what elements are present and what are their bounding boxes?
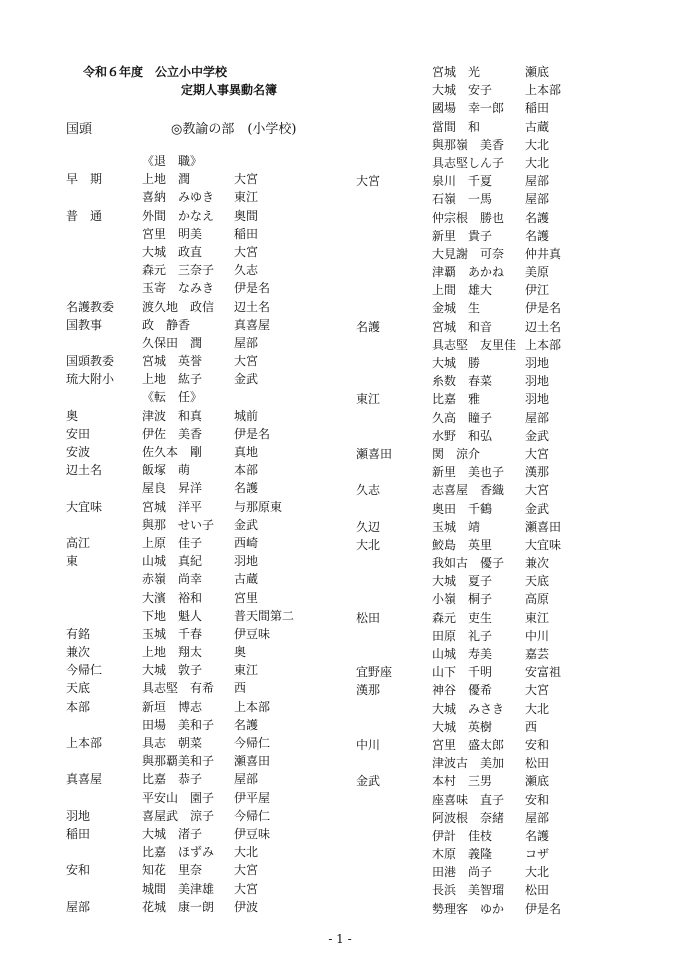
person-name: 喜屋武 涼子 — [142, 808, 215, 823]
destination-cell: 伊豆味 — [234, 626, 271, 641]
destination-cell: 名護 — [525, 228, 550, 243]
person-name: 屋良 昇洋 — [142, 481, 203, 496]
destination-cell: 奥 — [234, 645, 247, 660]
person-name: 具志堅しん子 — [432, 155, 505, 170]
destination-cell: 東江 — [234, 663, 259, 678]
person-name: 大城 渚子 — [142, 826, 203, 841]
destination-cell: 城前 — [234, 408, 259, 423]
destination-cell: 金武 — [234, 517, 259, 532]
destination-cell: 名護 — [525, 828, 550, 843]
person-name: 上地 紘子 — [142, 372, 203, 387]
person-name: 津波 和真 — [142, 408, 203, 423]
person-name: 木原 義隆 — [432, 847, 493, 862]
destination-cell: 漢那 — [525, 465, 550, 480]
person-name: 與那嶺 美香 — [432, 137, 505, 152]
destination-cell: 屋部 — [525, 810, 550, 825]
person-name: 平安山 園子 — [142, 790, 215, 805]
destination-cell: 羽地 — [525, 392, 550, 407]
destination-cell: 上本部 — [525, 337, 562, 352]
school-cell: 大宜味 — [66, 499, 103, 514]
person-name: 大城 安子 — [432, 83, 493, 98]
destination-cell: 上本部 — [234, 699, 271, 714]
destination-cell: 安和 — [525, 737, 550, 752]
school-cell: 天底 — [66, 681, 91, 696]
person-name: 新垣 博志 — [142, 699, 203, 714]
destination-cell: 伊波 — [234, 899, 259, 914]
person-name: 座喜味 直子 — [432, 792, 505, 807]
person-name: 飯塚 萌 — [142, 463, 191, 478]
person-name: 水野 和弘 — [432, 428, 493, 443]
person-name: 大城 夏子 — [432, 574, 493, 589]
person-name: 神谷 優希 — [432, 683, 493, 698]
person-name: 宮里 明美 — [142, 226, 203, 241]
destination-cell: 今帰仁 — [234, 736, 271, 750]
person-name: 石嶺 一馬 — [432, 192, 493, 207]
school-cell: 真喜屋 — [66, 772, 103, 787]
destination-cell: 屋部 — [525, 192, 550, 207]
school-cell: 早 期 — [66, 172, 103, 187]
person-name: 田場 美和子 — [142, 717, 215, 732]
destination-cell: 真喜屋 — [234, 317, 271, 332]
destination-cell: 久志 — [234, 263, 259, 278]
person-name: 伊佐 美香 — [142, 426, 203, 441]
person-name: 仲宗根 勝也 — [432, 210, 505, 225]
person-name: 大濱 裕和 — [142, 590, 203, 605]
person-name: 伊計 佳枝 — [432, 828, 493, 843]
school-cell: 東江 — [356, 392, 381, 407]
destination-cell: 西崎 — [234, 535, 259, 550]
destination-cell: 大北 — [525, 155, 550, 170]
person-name: 國場 幸一郎 — [432, 101, 505, 116]
person-name: 花城 康一朗 — [142, 899, 215, 914]
destination-cell: 西 — [234, 681, 247, 696]
person-name: 具志堅 友里佳 — [432, 337, 517, 352]
person-name: 具志堅 有希 — [142, 681, 215, 696]
person-name: 阿波根 奈緒 — [432, 810, 505, 825]
destination-cell: コザ — [525, 847, 550, 862]
destination-cell: 屋部 — [525, 174, 550, 189]
destination-cell: 大宮 — [525, 683, 550, 698]
destination-cell: 古蔵 — [234, 572, 259, 587]
school-cell: 今帰仁 — [66, 663, 103, 678]
person-name: 本村 三男 — [432, 774, 493, 789]
destination-cell: 屋部 — [525, 410, 550, 425]
destination-cell: 大宮 — [525, 446, 550, 461]
destination-cell: 大北 — [525, 137, 550, 152]
destination-cell: 名護 — [234, 481, 259, 496]
destination-cell: 金武 — [234, 372, 259, 387]
person-name: 泉川 千夏 — [432, 174, 493, 189]
school-cell: 兼次 — [66, 645, 91, 660]
destination-cell: 大宮 — [234, 354, 259, 369]
person-name: 赤嶺 尚幸 — [142, 572, 203, 587]
person-name: 城間 美津雄 — [142, 881, 215, 896]
person-name: 上間 雄大 — [432, 283, 493, 298]
destination-cell: 安和 — [525, 792, 550, 807]
destination-cell: 古蔵 — [525, 119, 550, 134]
school-cell: 中川 — [356, 737, 381, 752]
school-cell: 辺土名 — [66, 463, 103, 478]
person-name: 新里 美也子 — [432, 465, 505, 480]
school-cell: 本部 — [66, 699, 91, 714]
school-cell: 金武 — [356, 774, 381, 789]
school-cell: 名護教委 — [66, 299, 115, 314]
person-name: 與那 せい子 — [142, 517, 215, 532]
person-name: 久高 瞳子 — [432, 410, 493, 425]
person-name: 鮫島 英里 — [432, 537, 493, 552]
destination-cell: 兼次 — [525, 556, 550, 571]
region-label: 国頭 — [66, 122, 93, 137]
person-name: 山城 真紀 — [142, 554, 203, 569]
destination-cell: 大宮 — [234, 881, 259, 896]
school-cell: 屋部 — [66, 899, 91, 914]
destination-cell: 大北 — [525, 865, 550, 880]
destination-cell: 名護 — [525, 210, 550, 225]
destination-cell: 松田 — [525, 756, 550, 771]
destination-cell: 西 — [525, 719, 538, 734]
destination-cell: 宮里 — [234, 590, 259, 605]
person-name: 渡久地 政信 — [142, 299, 215, 314]
person-name: 森元 三奈子 — [142, 263, 215, 278]
destination-cell: 伊豆味 — [234, 826, 271, 841]
destination-cell: 伊平屋 — [234, 790, 271, 805]
destination-cell: 瀬喜田 — [525, 519, 562, 534]
person-name: 金城 生 — [432, 301, 481, 316]
school-cell: 安和 — [66, 863, 91, 878]
person-name: 與那覇美和子 — [142, 754, 215, 769]
destination-cell: 金武 — [525, 428, 550, 443]
person-name: 糸数 春菜 — [432, 374, 493, 389]
destination-cell: 屋部 — [234, 772, 259, 787]
person-name: 外間 かなえ — [142, 208, 215, 223]
school-cell: 松田 — [356, 610, 381, 625]
school-cell: 大北 — [356, 537, 381, 552]
document-subtitle: 定期人事異動名簿 — [181, 83, 278, 97]
school-cell: 宜野座 — [356, 665, 393, 680]
destination-cell: 大宮 — [234, 172, 259, 187]
destination-cell: 与那原東 — [234, 499, 283, 514]
person-name: 大城 政直 — [142, 244, 203, 259]
person-name: 宮城 和音 — [432, 319, 493, 334]
school-cell: 奥 — [66, 408, 79, 423]
person-name: 知花 里奈 — [142, 863, 203, 878]
person-name: 大城 敦子 — [142, 663, 203, 678]
person-name: 下地 魁人 — [142, 608, 203, 623]
destination-cell: 瀬喜田 — [234, 754, 271, 769]
destination-cell: 稲田 — [234, 226, 259, 241]
destination-cell: 辺土名 — [525, 319, 562, 334]
person-name: 上地 潤 — [142, 172, 191, 187]
destination-cell: 大宮 — [234, 863, 259, 878]
destination-cell: 羽地 — [525, 374, 550, 389]
school-cell: 安波 — [66, 445, 91, 459]
destination-cell: 美原 — [525, 265, 550, 280]
school-cell: 上本部 — [66, 736, 103, 750]
destination-cell: 瀬底 — [525, 65, 550, 79]
school-cell: 漢那 — [356, 683, 381, 698]
person-name: 森元 吏生 — [432, 610, 493, 625]
person-name: 上地 翔太 — [142, 645, 203, 660]
school-cell: 琉大附小 — [66, 372, 115, 387]
person-name: 長浜 美智瑠 — [432, 883, 505, 898]
school-cell: 羽地 — [66, 808, 91, 823]
person-name: 田原 礼子 — [432, 628, 493, 643]
person-name: 久保田 潤 — [142, 335, 203, 350]
school-cell: 有銘 — [66, 626, 91, 641]
person-name: 関 涼介 — [432, 446, 481, 461]
destination-cell: 今帰仁 — [234, 808, 271, 823]
person-name: 上原 佳子 — [142, 535, 203, 550]
school-cell: 稲田 — [66, 826, 91, 841]
person-name: 大城 みさき — [432, 701, 505, 716]
person-name: 宮城 洋平 — [142, 499, 203, 514]
section-heading: ◎教諭の部 (小学校) — [171, 122, 297, 137]
school-cell: 瀬喜田 — [356, 446, 393, 461]
destination-cell: 大北 — [234, 845, 259, 860]
person-name: 我如古 優子 — [432, 556, 505, 571]
person-name: 宮里 盛太郎 — [432, 737, 505, 752]
destination-cell: 羽地 — [234, 554, 259, 569]
destination-cell: 伊是名 — [525, 301, 562, 316]
school-cell: 久志 — [356, 483, 381, 498]
destination-cell: 嘉芸 — [525, 647, 550, 661]
person-name: 小嶺 桐子 — [432, 592, 493, 607]
destination-cell: 羽地 — [525, 356, 550, 370]
person-name: 新里 貴子 — [432, 228, 493, 243]
person-name: 佐久本 剛 — [142, 445, 203, 459]
destination-cell: 松田 — [525, 883, 550, 898]
destination-cell: 瀬底 — [525, 774, 550, 789]
school-cell: 高江 — [66, 535, 91, 550]
person-name: 玉城 靖 — [432, 519, 481, 534]
person-name: 山下 千明 — [432, 665, 493, 680]
person-name: 山城 寿美 — [432, 647, 493, 661]
school-cell: 大宮 — [356, 174, 381, 189]
destination-cell: 伊是名 — [234, 426, 271, 441]
destination-cell: 屋部 — [234, 335, 259, 350]
destination-cell: 伊是名 — [234, 281, 271, 296]
destination-cell: 天底 — [525, 574, 550, 589]
person-name: 具志 朝菜 — [142, 736, 203, 750]
person-name: 志喜屋 香織 — [432, 483, 505, 498]
destination-cell: 高原 — [525, 592, 550, 607]
person-name: 大城 英樹 — [432, 719, 493, 734]
destination-cell: 普天間第二 — [234, 608, 295, 623]
school-cell: 東 — [66, 554, 79, 569]
person-name: 勢理客 ゆか — [432, 901, 505, 916]
school-cell: 安田 — [66, 426, 91, 441]
person-name: 比嘉 恭子 — [142, 772, 203, 787]
destination-cell: 伊是名 — [525, 901, 562, 916]
person-name: 喜納 みゆき — [142, 190, 215, 205]
school-cell: 国頭教委 — [66, 354, 115, 369]
person-name: 比嘉 雅 — [432, 392, 481, 407]
destination-cell: 真地 — [234, 445, 259, 459]
school-cell: 久辺 — [356, 519, 381, 534]
person-name: 《転 任》 — [142, 390, 203, 405]
document-title: 令和６年度 公立小中学校 — [83, 65, 228, 79]
page-number: - 1 - — [328, 932, 352, 946]
destination-cell: 奥間 — [234, 208, 259, 223]
person-name: 比嘉 ほずみ — [142, 845, 215, 860]
person-name: 大城 勝 — [432, 356, 481, 370]
destination-cell: 東江 — [234, 190, 259, 205]
destination-cell: 大宮 — [525, 483, 550, 498]
destination-cell: 金武 — [525, 501, 550, 516]
person-name: 奥田 千鶴 — [432, 501, 493, 516]
person-name: 津覇 あかね — [432, 265, 505, 280]
school-cell: 国教事 — [66, 317, 103, 332]
person-name: 津波古 美加 — [432, 756, 505, 771]
person-name: 當間 和 — [432, 119, 481, 134]
destination-cell: 辺土名 — [234, 299, 271, 314]
person-name: 政 静香 — [142, 317, 191, 332]
school-cell: 名護 — [356, 319, 381, 334]
person-name: 大見謝 可奈 — [432, 246, 505, 261]
destination-cell: 上本部 — [525, 83, 562, 98]
school-cell: 普 通 — [66, 208, 103, 223]
destination-cell: 中川 — [525, 628, 550, 643]
person-name: 《退 職》 — [142, 154, 203, 168]
destination-cell: 仲井真 — [525, 246, 562, 261]
person-name: 宮城 光 — [432, 65, 481, 79]
person-name: 玉寄 なみき — [142, 281, 215, 296]
person-name: 田港 尚子 — [432, 865, 493, 880]
destination-cell: 稲田 — [525, 101, 550, 116]
destination-cell: 東江 — [525, 610, 550, 625]
destination-cell: 伊江 — [525, 283, 550, 298]
destination-cell: 名護 — [234, 717, 259, 732]
destination-cell: 安富祖 — [525, 665, 562, 680]
destination-cell: 大北 — [525, 701, 550, 716]
person-name: 玉城 千春 — [142, 626, 203, 641]
destination-cell: 大宮 — [234, 244, 259, 259]
destination-cell: 本部 — [234, 463, 259, 478]
person-name: 宮城 英誉 — [142, 354, 203, 369]
destination-cell: 大宜味 — [525, 537, 562, 552]
